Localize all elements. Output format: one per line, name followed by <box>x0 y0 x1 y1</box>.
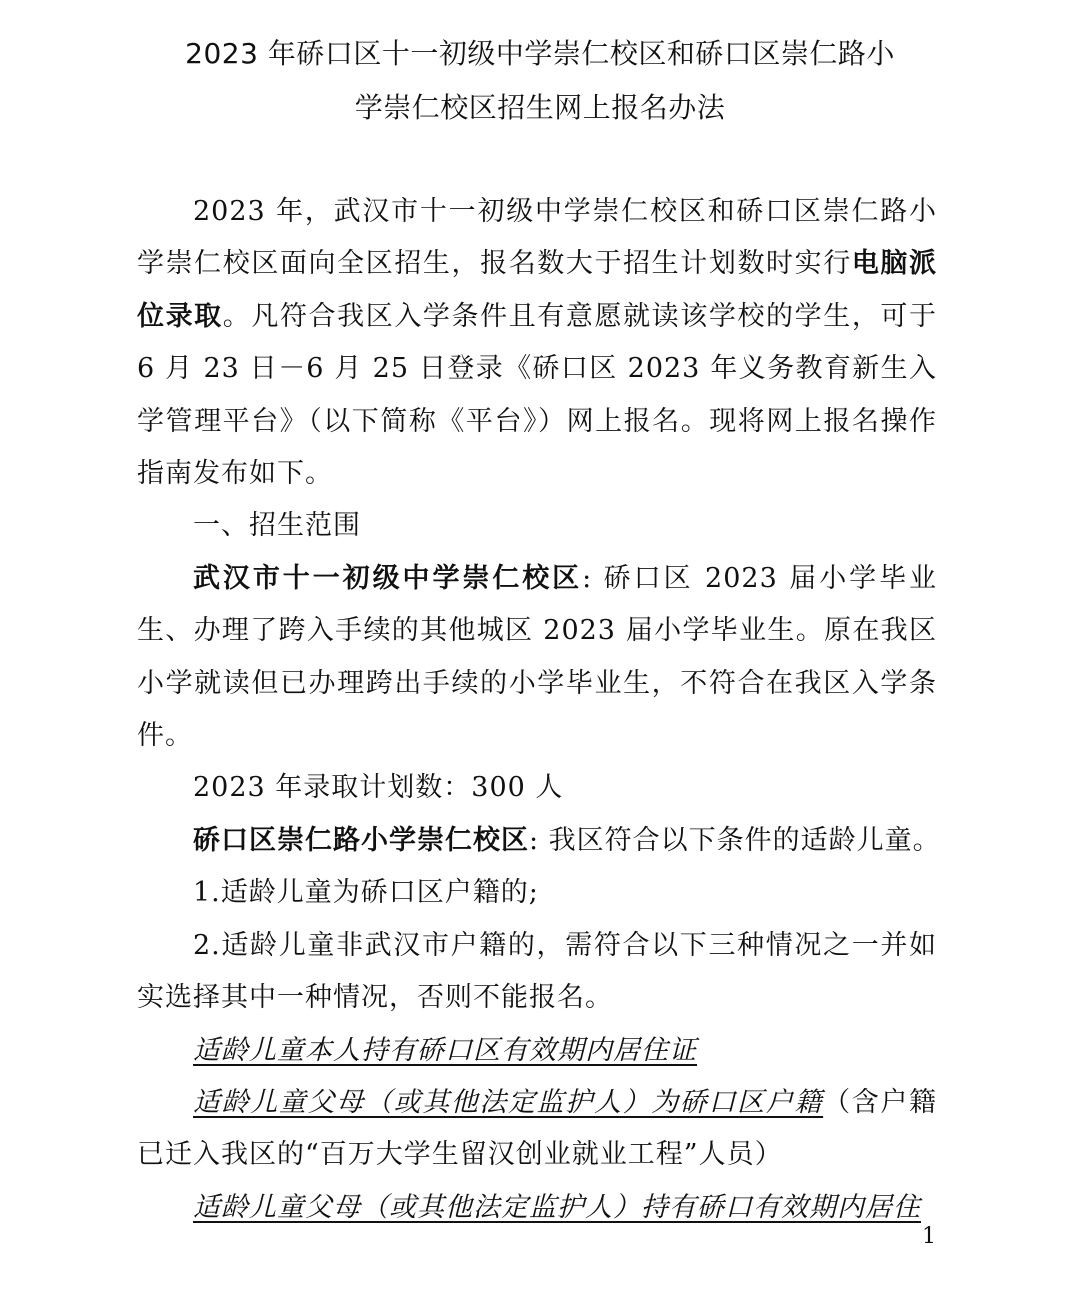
condition-2: 2.适龄儿童非武汉市户籍的，需符合以下三种情况之一并如实选择其中一种情况，否则不能报名。 <box>137 929 937 1014</box>
case-1-text: 适龄儿童本人持有硚口区有效期内居住证 <box>193 1034 697 1066</box>
school2-paragraph <box>137 815 941 867</box>
case-1 <box>137 1025 937 1077</box>
school1-paragraph <box>137 553 937 763</box>
page-number: 1 <box>922 1224 936 1249</box>
plan-count: 2023 年录取计划数：300 人 <box>193 772 564 804</box>
section-heading: 一、招生范围 <box>193 510 361 542</box>
case-2-underlined: 适龄儿童父母（或其他法定监护人）为硚口区户籍 <box>193 1086 824 1118</box>
intro-text-before: 2023 年，武汉市十一初级中学崇仁校区和硚口区崇仁路小学崇仁校区面向全区招生，报名数大于招生计划数时实行 <box>137 196 937 280</box>
title-line-1: 2023 年硚口区十一初级中学崇仁校区和硚口区崇仁路小 <box>185 37 895 70</box>
case-3-text: 适龄儿童父母（或其他法定监护人）持有硚口有效期内居住 <box>193 1191 921 1223</box>
document-title <box>120 27 960 135</box>
school2-name: 硚口区崇仁路小学崇仁校区 <box>193 824 529 856</box>
intro-bold-text: 电脑派位录取 <box>137 248 938 332</box>
school1-description: : 硚口区 2023 届小学毕业生、办理了跨入手续的其他城区 2023 届小学毕业生。原在我区小学就读但已办理跨出手续的小学毕业生，不符合在我区入学条件。 <box>137 562 938 752</box>
intro-text-after: 。凡符合我区入学条件且有意愿就读该学校的学生，可于 6 月 23 日－6 月 25 日登录《硚口区 2023 年义务教育新生入学管理平台》（以下简称《平台》）网上报名。现将网上报名操作指南发布如下。 <box>137 300 938 490</box>
case-3 <box>137 1182 937 1234</box>
title-line-2: 学崇仁校区招生网上报名办法 <box>354 91 726 124</box>
condition-1: 1.适龄儿童为硚口区户籍的; <box>193 877 539 909</box>
intro-paragraph <box>137 186 937 500</box>
case-2 <box>137 1077 937 1182</box>
school2-description: : 我区符合以下条件的适龄儿童。 <box>529 824 941 856</box>
school1-name: 武汉市十一初级中学崇仁校区 <box>193 562 583 594</box>
document-body <box>137 186 941 1234</box>
case-2-rest: （含户籍已迁入我区的“百万大学生留汉创业就业工程”人员） <box>137 1086 938 1171</box>
